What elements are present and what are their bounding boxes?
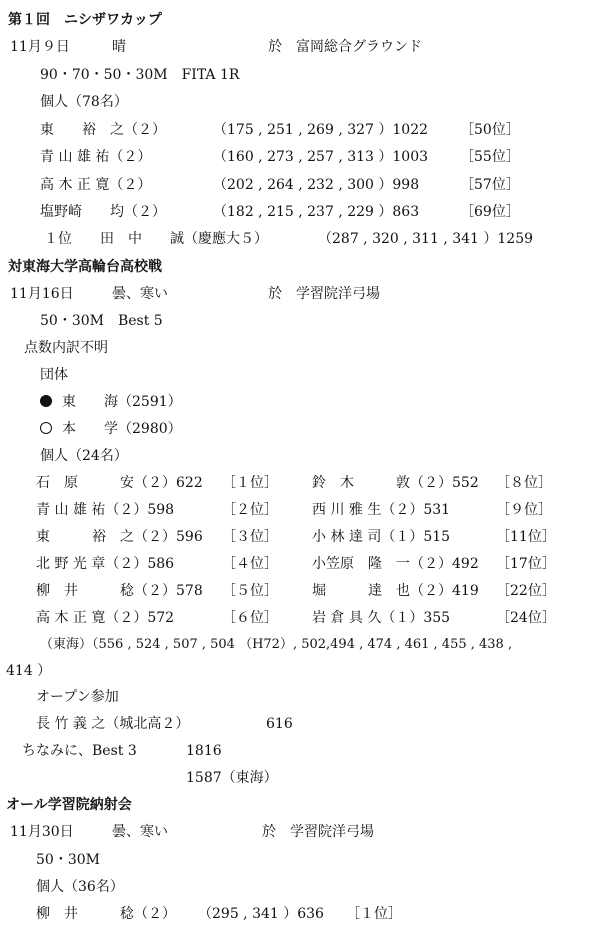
left-rank: ［５位］ (222, 583, 278, 599)
section3-scores: （295 , 341 ）636 (198, 906, 324, 922)
left-rank: ［１位］ (222, 475, 278, 491)
result-row (40, 121, 166, 139)
tokai-scores-line2: 414 ） (6, 663, 52, 679)
section1-individual-header: 個人（78名） (40, 94, 128, 110)
left-name: 柳 井 稔（２）578 (36, 583, 203, 599)
result-row (40, 176, 151, 194)
tokai-scores-line1: （東海）（556 , 524 , 507 , 504 （H72）, 502,494 , 474 , 461 , 455 , 438 , (40, 637, 513, 652)
left-rank: ［２位］ (222, 502, 278, 518)
right-name: 小 林 達 司（１）515 (312, 529, 451, 545)
right-rank: ［22位］ (496, 583, 556, 599)
result-rank: ［55位］ (460, 149, 520, 165)
section2-venue: 於 学習院洋弓場 (268, 286, 380, 302)
result-scores: （202 , 264 , 232 , 300 ）998 (213, 177, 420, 193)
left-rank: ［３位］ (222, 529, 278, 545)
section3-rank: ［１位］ (346, 906, 402, 922)
right-name: 鈴 木 敦（２）552 (312, 475, 479, 491)
section3-name: 柳 井 稔（２） (36, 906, 176, 922)
left-rank: ［４位］ (222, 556, 278, 572)
section3-venue: 於 学習院洋弓場 (262, 824, 374, 840)
best3-tokai: 1587（東海） (186, 770, 278, 786)
winner-label: １位 田 中 誠（慶應大５） (44, 231, 268, 247)
best3-gakushuin: 1816 (186, 743, 222, 759)
member-name: 塩野崎 均（２） (40, 204, 166, 220)
right-rank: ［９位］ (496, 502, 552, 518)
left-name: 青 山 雄 祐（２）598 (36, 502, 175, 518)
member-name: 東 裕 之（２） (40, 122, 166, 138)
section2-note: 点数内訳不明 (24, 340, 108, 356)
section3-individual-header: 個人（36名） (36, 879, 124, 895)
section1-date: 11月９日 (10, 39, 70, 55)
right-rank: ［17位］ (496, 556, 556, 572)
result-rank: ［57位］ (460, 177, 520, 193)
result-row (40, 148, 151, 166)
open-entry: 長 竹 義 之（城北高２） (36, 716, 190, 732)
left-name: 北 野 光 章（２）586 (36, 556, 175, 572)
right-rank: ［８位］ (496, 475, 552, 491)
section2-weather: 曇、寒い (112, 286, 168, 302)
section1-format: 90・70・50・30M FITA 1R (40, 67, 240, 83)
result-rank: ［69位］ (460, 204, 520, 220)
section3-title: オール学習院納射会 (6, 797, 132, 813)
section2-format: 50・30M Best 5 (40, 313, 163, 329)
team-row-gakushuin (40, 420, 182, 438)
result-scores: （175 , 251 , 269 , 327 ）1022 (213, 122, 429, 138)
best3-label: ちなみに、Best 3 (22, 743, 137, 759)
winner-scores: （287 , 320 , 311 , 341 ）1259 (318, 231, 534, 247)
left-name: 高 木 正 寛（２）572 (36, 610, 175, 626)
section2-individual-header: 個人（24名） (40, 448, 128, 464)
section3-date: 11月30日 (10, 824, 74, 840)
section1-weather: 晴 (112, 39, 126, 55)
member-name: 高 木 正 寛（２） (40, 177, 152, 193)
team-header: 団体 (40, 367, 68, 383)
section1-title: 第１回 ニシザワカップ (8, 12, 162, 28)
section3-weather: 曇、寒い (112, 824, 168, 840)
result-row (40, 203, 166, 221)
open-circle-icon (40, 422, 52, 434)
right-rank: ［11位］ (496, 529, 556, 545)
section1-venue: 於 富岡総合グラウンド (268, 39, 422, 55)
result-scores: （182 , 215 , 237 , 229 ）863 (213, 204, 420, 220)
left-name: 東 裕 之（２）596 (36, 529, 203, 545)
result-scores: （160 , 273 , 257 , 313 ）1003 (213, 149, 429, 165)
team-result: 東 海（2591） (62, 394, 182, 410)
left-rank: ［６位］ (222, 610, 278, 626)
section2-title: 対東海大学高輪台高校戦 (8, 259, 162, 275)
open-header: オープン参加 (36, 689, 119, 705)
team-result: 本 学（2980） (62, 421, 182, 437)
result-rank: ［50位］ (460, 122, 520, 138)
right-name: 堀 達 也（２）419 (312, 583, 479, 599)
filled-circle-icon (40, 395, 52, 407)
left-name: 石 原 安（２）622 (36, 475, 203, 491)
right-name: 小笠原 隆 一（２）492 (312, 556, 479, 572)
team-row-tokai (40, 393, 182, 411)
right-rank: ［24位］ (496, 610, 556, 626)
open-score: 616 (266, 716, 293, 732)
section2-date: 11月16日 (10, 286, 74, 302)
right-name: 西 川 雅 生（２）531 (312, 502, 451, 518)
member-name: 青 山 雄 祐（２） (40, 149, 152, 165)
section3-format: 50・30M (36, 852, 100, 868)
right-name: 岩 倉 具 久（１）355 (312, 610, 451, 626)
